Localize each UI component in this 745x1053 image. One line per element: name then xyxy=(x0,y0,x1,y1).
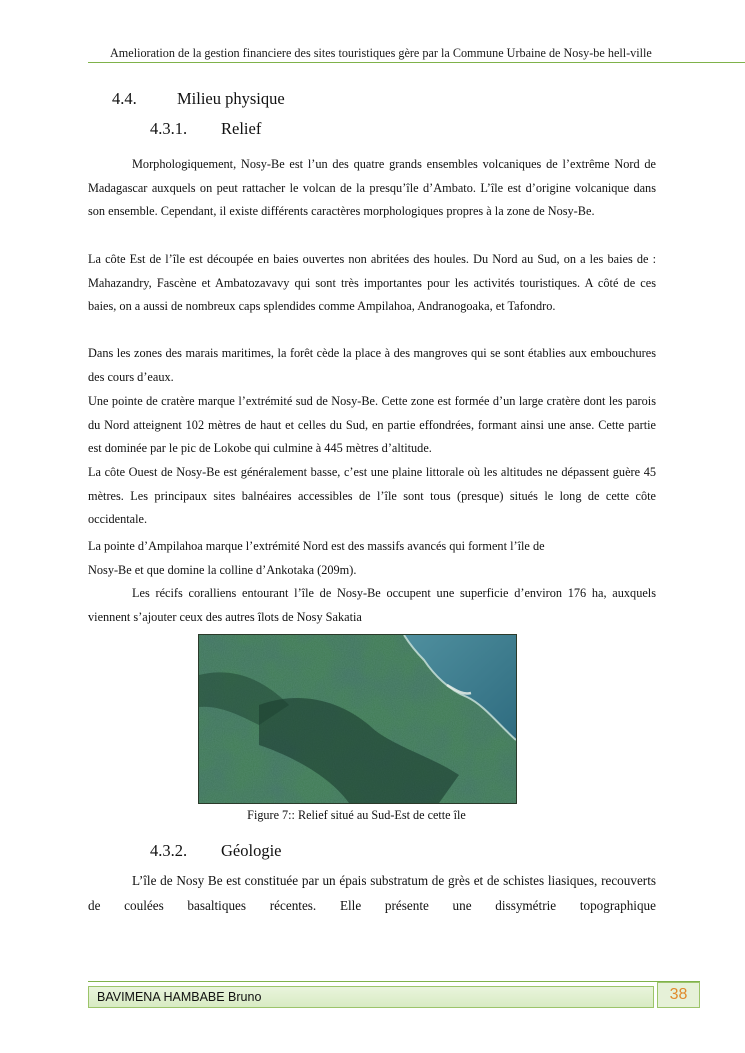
aerial-relief-photo xyxy=(198,634,517,804)
paragraph: Les récifs coralliens entourant l’île de Nosy-Be occupent une superficie d’environ 176 ha, auxquels viennent s’ajouter ceux des autres îlots de Nosy Sakatia xyxy=(88,586,656,624)
paragraph: La côte Est de l’île est découpée en baies ouvertes non abritées des houles. Du Nord au Sud, on a les baies de : Mahazandry, Fascène et Ambatozavavy qui sont très importantes pour les activités touristiques. A côté de ces baies, on a aussi de nombreux caps splendides comme Ampilahoa, Andranogoaka, et Tafondro. xyxy=(88,252,656,314)
figure-caption: Figure 7:: Relief situé au Sud-Est de cette île xyxy=(247,808,466,822)
footer-bar xyxy=(88,986,654,1008)
section-title: Relief xyxy=(221,119,262,138)
footer-author: BAVIMENA HAMBABE Bruno xyxy=(97,990,262,1004)
paragraph: Nosy-Be et que domine la colline d’Ankotaka (209m). xyxy=(88,563,357,577)
paragraph: La pointe d’Ampilahoa marque l’extrémité Nord est des massifs avancés qui forment l’île de xyxy=(88,539,545,553)
page-number: 38 xyxy=(657,982,700,1008)
paragraph: L’île de Nosy Be est constituée par un épais substratum de grès et de schistes liasiques, recouverts de coulées basaltiques récentes. Elle présente une dissymétrie topographique xyxy=(88,873,656,913)
section-number: 4.4. xyxy=(112,89,137,108)
paragraph: Une pointe de cratère marque l’extrémité sud de Nosy-Be. Cette zone est formée d’un large cratère dont les parois du Nord atteignent 102 mètres de haut et celles du Sud, en partie effondrées, formant ainsi une anse. Cette partie est dominée par le pic de Lokobe qui culmine à 445 mètres d’altitude. xyxy=(88,394,656,456)
paragraph: Morphologiquement, Nosy-Be est l’un des quatre grands ensembles volcaniques de l’extrême Nord de Madagascar auxquels on peut rattacher le volcan de la presqu’île d’Ambato. L’île est d’origine volcanique dans son ensemble. Cependant, il existe différents caractères morphologiques propres à la zone de Nosy-Be. xyxy=(88,157,656,219)
section-number: 4.3.1. xyxy=(150,119,188,138)
running-header: Amelioration de la gestion financiere des sites touristiques gère par la Commune Urbaine de Nosy-be hell-ville xyxy=(110,46,652,60)
section-title: Géologie xyxy=(221,841,282,860)
footer-divider xyxy=(88,981,700,982)
header-divider xyxy=(88,62,745,63)
section-number: 4.3.2. xyxy=(150,841,188,860)
paragraph: La côte Ouest de Nosy-Be est généralement basse, c’est une plaine littorale où les altitudes ne dépassent guère 45 mètres. Les principaux sites balnéaires accessibles de l’île sont tous (presque) situés le long de cette côte occidentale. xyxy=(88,465,656,527)
paragraph: Dans les zones des marais maritimes, la forêt cède la place à des mangroves qui se sont établies aux embouchures des cours d’eaux. xyxy=(88,346,656,384)
section-title: Milieu physique xyxy=(177,89,285,108)
